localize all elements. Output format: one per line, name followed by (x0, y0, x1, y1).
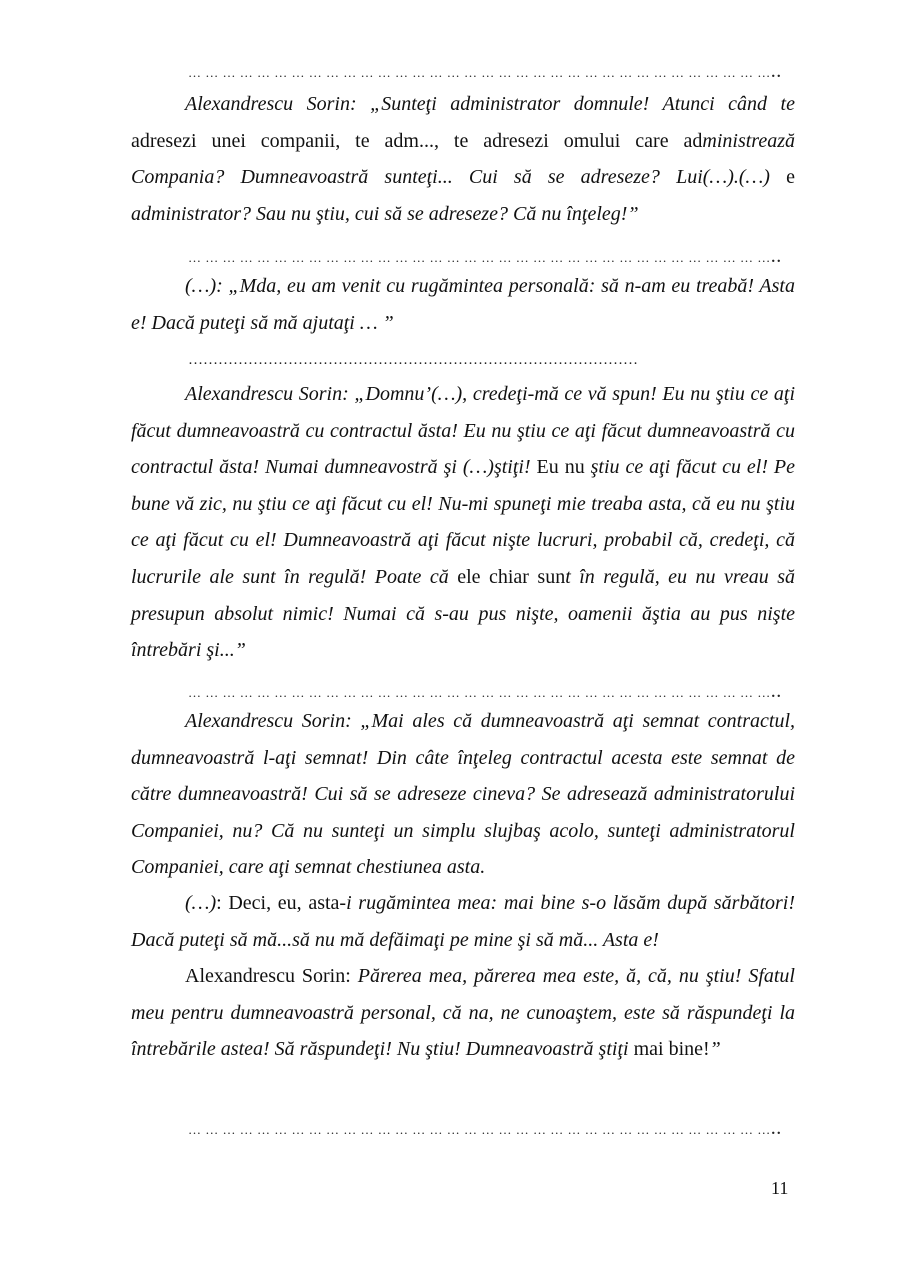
paragraph-4: Alexandrescu Sorin: „Mai ales că dumneavoastră aţi semnat contractul, dumneavoastră l-aţi semnat! Din câte înţeleg contractul acesta este semnat de către dumneavoastră! Cui să se adreseze cineva? Se adresează administratorului Companiei, nu? Că nu sunteţi un simplu slujbaş acolo, sunteţi administratorul Companiei, care aţi semnat chestiunea asta. (131, 710, 795, 879)
paragraph-5: (…): Deci, eu, asta-i rugămintea mea: mai bine s-o lăsăm după sărbători! Dacă puteţi să mă...să nu mă defăimaţi pe mine şi să mă... Asta e! (131, 892, 796, 951)
paragraph-3: Alexandrescu Sorin: „Domnu’(…), credeţi-mă ce vă spun! Eu nu ştiu ce aţi făcut dumneavoastră cu contractul ăsta! Eu nu ştiu ce aţi făcut dumneavoastră cu contractul ăsta! Numai dumneavostră şi (…)ştiţi! Eu nu ştiu ce aţi făcut cu el! Pe bune vă zic, nu ştiu ce aţi făcut cu el! Nu-mi spuneţi mie treaba asta, că eu nu ştiu ce aţi făcut cu el! Dumneavoastră aţi făcut nişte lucruri, probabil că, credeţi, că lucrurile ale sunt în regulă! Poate că ele chiar sunt în regulă, eu nu vreau să presupun absolut nimic! Numai că s-au pus nişte, oamenii ăştia au pus nişte întrebări şi...” (131, 383, 796, 662)
page-number: 11 (771, 1178, 789, 1198)
paragraph-2: (…): „Mda, eu am venit cu rugămintea personală: să n-am eu treabă! Asta e! Dacă puteţi să mă ajutaţi … ” (131, 275, 795, 334)
ellipsis-separator: … … … … … … … … … … … … … … … … … … … … … … … … … … … … … … … … … ….. (188, 680, 782, 702)
dotted-separator: ……………………………………………………………………………… (188, 352, 638, 368)
ellipsis-separator: … … … … … … … … … … … … … … … … … … … … … … … … … … … … … … … … … ….. (188, 1117, 782, 1139)
ellipsis-separator: … … … … … … … … … … … … … … … … … … … … … … … … … … … … … … … … … ….. (188, 245, 782, 267)
paragraph-6: Alexandrescu Sorin: Părerea mea, părerea mea este, ă, că, nu ştiu! Sfatul meu pentru dumneavoastră personal, că na, ne cunoaştem, este să răspundeţi la întrebările astea! Să răspundeţi! Nu ştiu! Dumneavoastră ştiţi mai bine!” (131, 965, 795, 1061)
ellipsis-separator: … … … … … … … … … … … … … … … … … … … … … … … … … … … … … … … … … ….. (188, 60, 782, 82)
paragraph-1: Alexandrescu Sorin: „Sunteţi administrator domnule! Atunci când te adresezi unei companii, te adm..., te adresezi omului care administrează Compania? Dumneavoastră sunteţi... Cui să se adreseze? Lui(…).(…) e administrator? Sau nu ştiu, cui să se adreseze? Că nu înţeleg!” (131, 93, 795, 225)
